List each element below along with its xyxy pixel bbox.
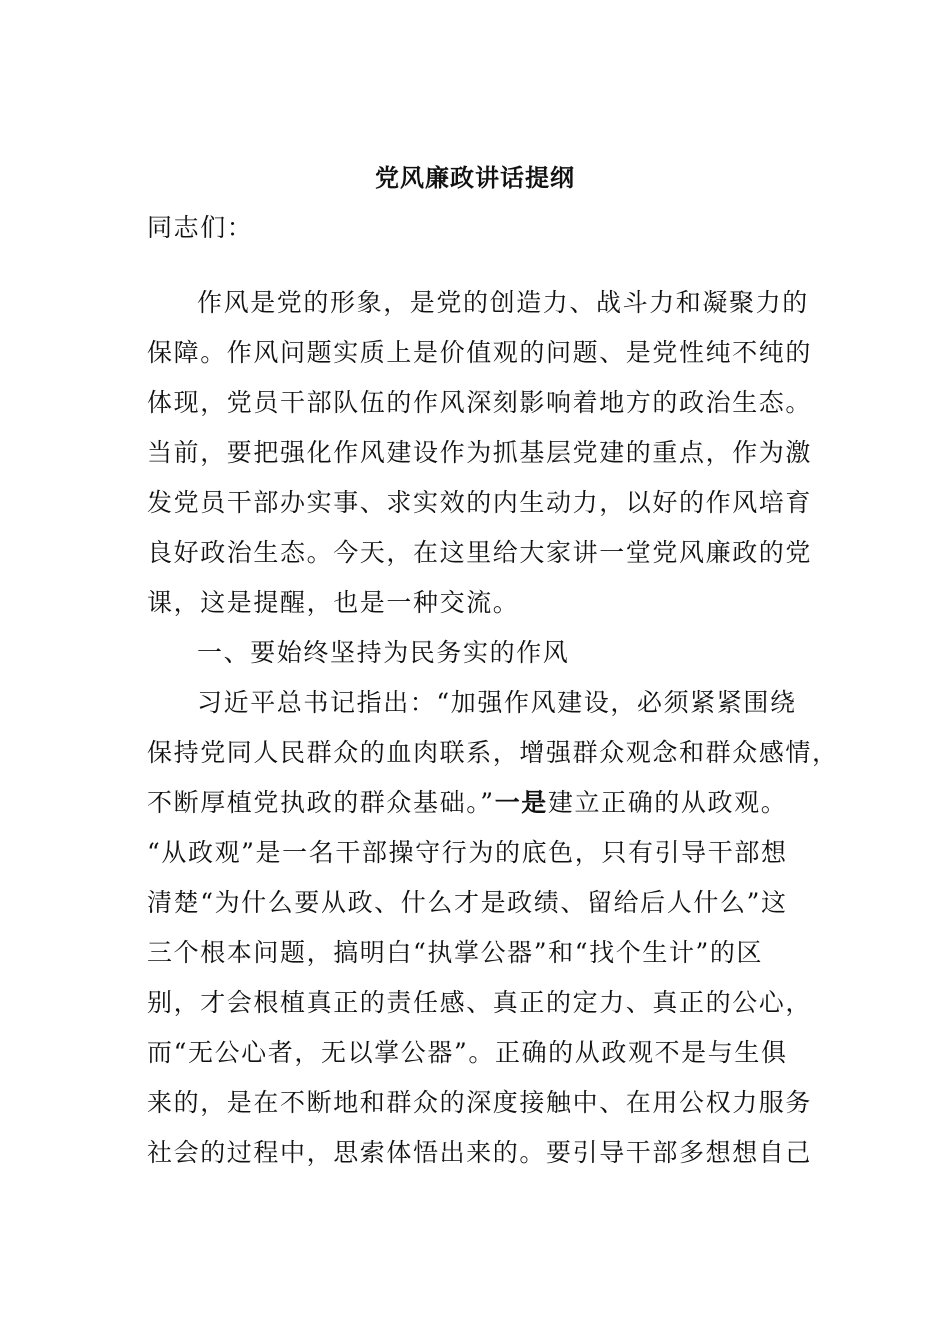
section-heading: 一、要始终坚持为民务实的作风 [197,638,570,667]
paragraph-line: “从政观”是一名干部操守行为的底色，只有引导干部想 [147,838,788,867]
paragraph-line: 课，这是提醒，也是一种交流。 [147,588,520,617]
emphasis-first-point: 一是 [494,788,548,817]
paragraph-line: 三个根本问题，搞明白“执掌公器”和“找个生计”的区 [147,938,764,967]
paragraph-line: 体现，党员干部队伍的作风深刻影响着地方的政治生态。 [147,388,813,417]
salutation: 同志们： [147,213,254,242]
paragraph-line: 习近平总书记指出：“加强作风建设，必须紧紧围绕 [197,688,797,717]
paragraph-line: 来的，是在不断地和群众的深度接触中、在用公权力服务 [147,1088,813,1117]
first-point-text: 建立正确的从政观。 [547,788,788,817]
paragraph-line [147,785,807,821]
quote-end-text: 不断厚植党执政的群众基础。” [147,788,495,817]
paragraph-line: 当前，要把强化作风建设作为抓基层党建的重点，作为激 [147,438,813,467]
paragraph-line: 清楚“为什么要从政、什么才是政绩、留给后人什么”这 [147,888,788,917]
paragraph-line: 作风是党的形象，是党的创造力、战斗力和凝聚力的 [197,288,809,317]
paragraph-line: 而“无公心者，无以掌公器”。正确的从政观不是与生俱 [147,1038,788,1067]
document-title: 党风廉政讲话提纲 [375,163,575,192]
paragraph-line: 保障。作风问题实质上是价值观的问题、是党性纯不纯的 [147,338,813,367]
paragraph-line: 良好政治生态。今天，在这里给大家讲一堂党风廉政的党 [147,538,813,567]
paragraph-line: 别，才会根植真正的责任感、真正的定力、真正的公心， [147,988,813,1017]
paragraph-line: 社会的过程中，思索体悟出来的。要引导干部多想想自己 [147,1138,813,1167]
paragraph-line: 发党员干部办实事、求实效的内生动力，以好的作风培育 [147,488,813,517]
paragraph-line: 保持党同人民群众的血肉联系，增强群众观念和群众感情， [147,738,839,767]
